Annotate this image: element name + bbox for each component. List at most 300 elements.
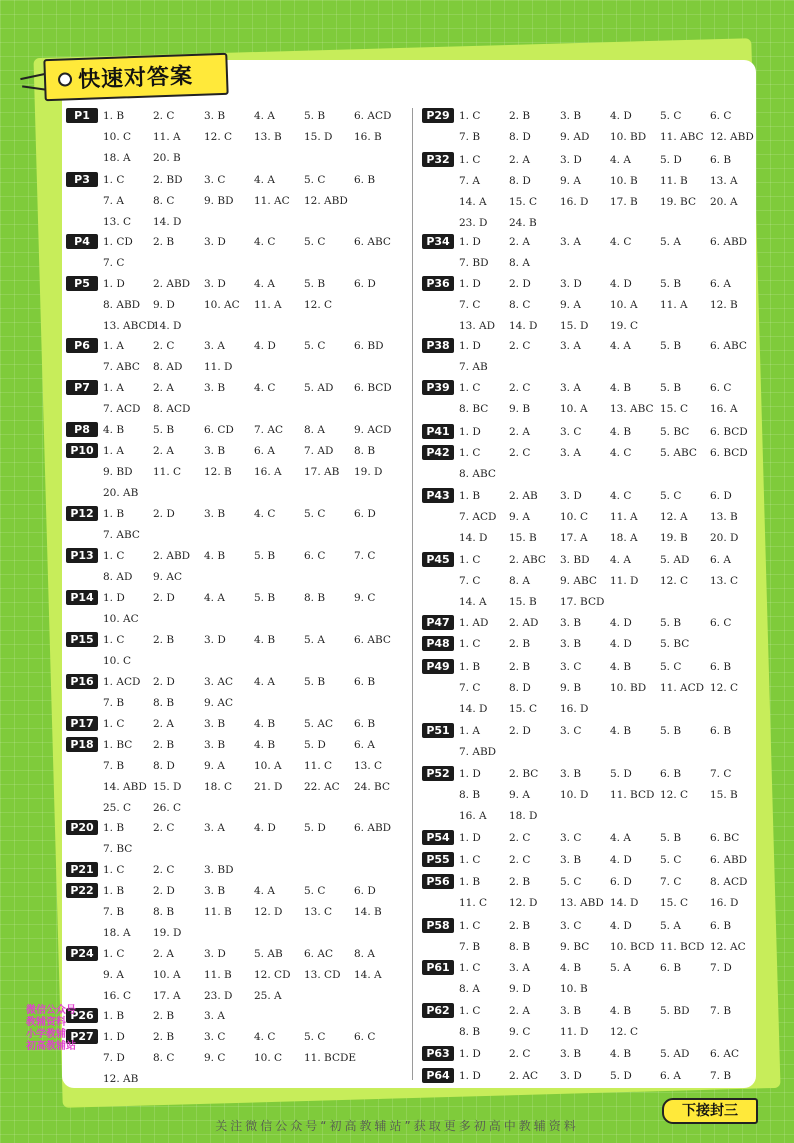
answer-item: 7. C <box>459 575 481 587</box>
answer-item: 6. CD <box>204 424 234 436</box>
answer-item: 20. A <box>710 196 738 208</box>
answer-item: 9. A <box>509 789 530 801</box>
answer-item: 1. D <box>459 426 481 438</box>
answer-item: 8. ACD <box>153 403 191 415</box>
answer-item: 3. B <box>204 382 226 394</box>
answer-item: 5. C <box>304 340 326 352</box>
answer-item: 5. D <box>304 822 326 834</box>
answer-item: 15. C <box>660 897 689 909</box>
answer-item: 11. A <box>254 299 282 311</box>
answer-item: 8. A <box>459 983 480 995</box>
answer-item: 2. B <box>509 638 531 650</box>
answer-item: 4. C <box>254 382 276 394</box>
answer-item: 16. A <box>710 403 738 415</box>
answer-item: 4. B <box>610 426 632 438</box>
answer-item: 10. C <box>103 655 132 667</box>
answer-item: 5. BC <box>660 638 690 650</box>
answer-item: 20. B <box>153 152 181 164</box>
answer-item: 15. B <box>509 532 537 544</box>
answer-item: 2. D <box>153 885 175 897</box>
answer-item: 9. D <box>153 299 175 311</box>
answer-item: 3. B <box>204 885 226 897</box>
answer-item: 11. B <box>204 969 232 981</box>
answer-item: 2. BC <box>509 768 539 780</box>
answer-item: 16. A <box>254 466 282 478</box>
answer-item: 2. C <box>153 340 175 352</box>
answer-item: 11. D <box>560 1026 589 1038</box>
answer-item: 6. ACD <box>354 110 392 122</box>
answer-item: 8. B <box>153 697 175 709</box>
answer-item: 3. B <box>560 1005 582 1017</box>
answer-item: 21. D <box>254 781 283 793</box>
answer-item: 10. A <box>560 403 588 415</box>
answer-item: 6. C <box>354 1031 376 1043</box>
answer-item: 5. ABC <box>660 447 697 459</box>
answer-item: 11. BCD <box>660 941 705 953</box>
answer-item: 2. A <box>153 382 174 394</box>
page-tag: P61 <box>422 960 454 975</box>
answer-item: 4. A <box>204 592 225 604</box>
answer-item: 2. C <box>509 447 531 459</box>
answer-item: 2. C <box>509 382 531 394</box>
answer-item: 2. ABC <box>509 554 546 566</box>
answer-item: 23. D <box>204 990 233 1002</box>
answer-item: 9. A <box>204 760 225 772</box>
answer-item: 3. C <box>204 174 226 186</box>
answer-item: 3. A <box>204 340 225 352</box>
answer-item: 5. C <box>660 490 682 502</box>
answer-item: 7. ACD <box>103 403 141 415</box>
answer-item: 4. C <box>610 236 632 248</box>
answer-item: 5. B <box>660 382 682 394</box>
answer-item: 3. A <box>204 822 225 834</box>
answer-item: 5. B <box>660 340 682 352</box>
answer-item: 7. BC <box>103 843 133 855</box>
answer-item: 8. ACD <box>710 876 748 888</box>
answer-item: 3. C <box>560 725 582 737</box>
answer-item: 2. B <box>509 110 531 122</box>
answer-item: 15. C <box>509 703 538 715</box>
answer-item: 7. C <box>354 550 376 562</box>
answer-item: 5. B <box>254 550 276 562</box>
answer-item: 2. B <box>153 1031 175 1043</box>
answer-item: 5. B <box>660 278 682 290</box>
answer-item: 14. A <box>354 969 382 981</box>
answer-item: 14. A <box>459 196 487 208</box>
answer-item: 17. B <box>610 196 638 208</box>
page-tag: P14 <box>66 590 98 605</box>
answer-item: 8. A <box>509 257 530 269</box>
answer-item: 1. C <box>459 154 481 166</box>
answer-item: 10. BCD <box>610 941 655 953</box>
answer-item: 3. D <box>560 1070 582 1082</box>
answer-item: 2. ABD <box>153 278 191 290</box>
answer-item: 6. BC <box>710 832 740 844</box>
answer-item: 3. D <box>204 634 226 646</box>
answer-item: 8. C <box>153 1052 175 1064</box>
continue-label: 下接封三 <box>662 1098 758 1124</box>
answer-item: 7. C <box>660 876 682 888</box>
answer-item: 15. B <box>710 789 738 801</box>
answer-item: 5. B <box>304 278 326 290</box>
answer-item: 2. C <box>153 822 175 834</box>
answer-item: 4. C <box>610 447 632 459</box>
answer-item: 18. A <box>103 927 131 939</box>
answer-item: 4. C <box>610 490 632 502</box>
answer-item: 2. C <box>509 832 531 844</box>
answer-item: 2. C <box>509 340 531 352</box>
answer-item: 4. A <box>610 554 631 566</box>
answer-item: 13. C <box>304 906 333 918</box>
answer-item: 12. C <box>660 575 689 587</box>
answer-item: 2. D <box>153 592 175 604</box>
answer-item: 5. C <box>560 876 582 888</box>
answer-item: 9. C <box>354 592 376 604</box>
answer-item: 5. D <box>610 768 632 780</box>
answer-item: 7. C <box>459 682 481 694</box>
answer-item: 14. D <box>153 320 182 332</box>
answer-item: 3. B <box>204 110 226 122</box>
answer-item: 2. AD <box>509 617 539 629</box>
answer-item: 13. CD <box>304 969 341 981</box>
answer-item: 11. ACD <box>660 682 705 694</box>
answer-item: 20. D <box>710 532 739 544</box>
answer-item: 2. C <box>509 854 531 866</box>
answer-item: 1. D <box>459 832 481 844</box>
answer-item: 8. D <box>153 760 175 772</box>
page-tag: P38 <box>422 338 454 353</box>
answer-item: 2. B <box>153 634 175 646</box>
answer-item: 7. BD <box>459 257 489 269</box>
answer-item: 16. D <box>560 703 589 715</box>
answer-item: 5. BD <box>660 1005 690 1017</box>
page-tag: P20 <box>66 820 98 835</box>
answer-item: 6. ABC <box>710 340 747 352</box>
page-tag: P45 <box>422 552 454 567</box>
answer-item: 2. A <box>153 948 174 960</box>
answer-item: 4. A <box>254 110 275 122</box>
answer-item: 9. A <box>560 299 581 311</box>
answer-item: 6. D <box>610 876 632 888</box>
answer-item: 10. BD <box>610 131 647 143</box>
answer-item: 8. A <box>304 424 325 436</box>
answer-item: 12. AC <box>710 941 746 953</box>
answer-item: 3. D <box>204 236 226 248</box>
answer-item: 7. D <box>103 1052 125 1064</box>
answer-item: 1. C <box>103 634 125 646</box>
answer-item: 5. B <box>304 676 326 688</box>
answer-item: 5. AD <box>660 554 690 566</box>
answer-item: 1. B <box>103 508 125 520</box>
answer-item: 3. B <box>204 718 226 730</box>
page-tag: P63 <box>422 1046 454 1061</box>
column-divider <box>412 108 413 1080</box>
answer-item: 4. B <box>254 718 276 730</box>
watermark-line: 小学教辅 <box>26 1029 66 1040</box>
answer-item: 7. B <box>103 760 125 772</box>
answer-item: 1. AD <box>459 617 489 629</box>
page-tag: P26 <box>66 1008 98 1023</box>
answer-item: 10. C <box>560 511 589 523</box>
answer-item: 2. D <box>509 725 531 737</box>
answer-item: 6. C <box>710 382 732 394</box>
answer-item: 1. D <box>459 278 481 290</box>
answer-item: 7. C <box>459 299 481 311</box>
answer-item: 18. D <box>509 810 538 822</box>
answer-item: 3. A <box>560 447 581 459</box>
page-tag: P51 <box>422 723 454 738</box>
answer-item: 6. ABC <box>354 634 391 646</box>
answer-item: 8. ABD <box>103 299 141 311</box>
answer-item: 4. A <box>254 885 275 897</box>
page-tag: P36 <box>422 276 454 291</box>
answer-item: 2. A <box>509 1005 530 1017</box>
answer-item: 2. B <box>153 236 175 248</box>
answer-item: 4. A <box>610 154 631 166</box>
page-tag: P56 <box>422 874 454 889</box>
answer-item: 11. C <box>304 760 333 772</box>
answer-item: 10. AC <box>204 299 240 311</box>
answer-item: 9. AC <box>153 571 182 583</box>
answer-item: 1. B <box>459 876 481 888</box>
page-tag: P6 <box>66 338 98 353</box>
answer-item: 6. B <box>660 768 682 780</box>
answer-item: 1. C <box>459 920 481 932</box>
answer-item: 3. B <box>204 445 226 457</box>
answer-item: 5. C <box>660 854 682 866</box>
page-tag: P22 <box>66 883 98 898</box>
answer-item: 4. B <box>204 550 226 562</box>
answer-item: 9. BD <box>103 466 133 478</box>
answer-item: 6. BCD <box>710 447 748 459</box>
answer-item: 7. D <box>710 962 732 974</box>
answer-item: 9. B <box>560 682 582 694</box>
answer-item: 12. B <box>710 299 738 311</box>
answer-item: 7. ACD <box>459 511 497 523</box>
answer-item: 1. C <box>459 854 481 866</box>
answer-item: 7. B <box>103 697 125 709</box>
answer-item: 3. B <box>204 739 226 751</box>
answer-item: 15. C <box>509 196 538 208</box>
answer-item: 11. A <box>610 511 638 523</box>
answer-item: 6. B <box>710 725 732 737</box>
answer-item: 5. A <box>304 634 325 646</box>
answer-item: 10. B <box>560 983 588 995</box>
answer-item: 19. C <box>610 320 639 332</box>
answer-item: 1. B <box>103 1010 125 1022</box>
answer-item: 9. BC <box>560 941 590 953</box>
answer-item: 8. AD <box>103 571 133 583</box>
answer-item: 4. A <box>610 340 631 352</box>
answer-item: 4. B <box>103 424 125 436</box>
answer-item: 3. B <box>560 638 582 650</box>
answer-item: 5. D <box>610 1070 632 1082</box>
answer-item: 5. B <box>304 110 326 122</box>
answer-item: 7. B <box>459 131 481 143</box>
page-tag: P48 <box>422 636 454 651</box>
answer-item: 12. D <box>254 906 283 918</box>
answer-item: 1. C <box>103 550 125 562</box>
answer-item: 16. A <box>459 810 487 822</box>
answer-item: 9. C <box>204 1052 226 1064</box>
answer-item: 8. B <box>459 1026 481 1038</box>
answer-item: 11. BCD <box>610 789 655 801</box>
answer-item: 3. BD <box>204 864 234 876</box>
answer-item: 4. B <box>254 634 276 646</box>
answer-item: 24. BC <box>354 781 390 793</box>
answer-item: 2. AC <box>509 1070 538 1082</box>
answer-item: 4. B <box>610 382 632 394</box>
answer-item: 11. BCDE <box>304 1052 357 1064</box>
answer-item: 17. AB <box>304 466 340 478</box>
answer-item: 26. C <box>153 802 182 814</box>
answer-item: 9. A <box>103 969 124 981</box>
answer-item: 9. C <box>509 1026 531 1038</box>
answer-item: 7. ABC <box>103 361 140 373</box>
answer-item: 14. D <box>509 320 538 332</box>
answer-item: 12. C <box>660 789 689 801</box>
answer-item: 8. D <box>509 131 531 143</box>
answer-item: 3. B <box>560 617 582 629</box>
answer-item: 5. A <box>660 920 681 932</box>
answer-item: 6. A <box>254 445 275 457</box>
answer-item: 4. A <box>254 676 275 688</box>
answer-item: 9. A <box>509 511 530 523</box>
answer-item: 2. C <box>153 864 175 876</box>
answer-item: 6. B <box>354 718 376 730</box>
answer-item: 12. C <box>710 682 739 694</box>
answer-item: 3. C <box>560 426 582 438</box>
answer-item: 6. B <box>710 154 732 166</box>
answer-item: 13. C <box>103 216 132 228</box>
answer-item: 14. D <box>459 703 488 715</box>
answer-item: 2. A <box>153 718 174 730</box>
answer-item: 3. D <box>560 490 582 502</box>
answer-item: 14. D <box>153 216 182 228</box>
answer-item: 5. D <box>660 154 682 166</box>
answer-item: 1. B <box>103 885 125 897</box>
answer-item: 13. AD <box>459 320 496 332</box>
answer-item: 5. D <box>304 739 326 751</box>
answer-item: 2. C <box>153 110 175 122</box>
answer-item: 1. C <box>459 382 481 394</box>
answer-item: 10. D <box>560 789 589 801</box>
page-tag: P3 <box>66 172 98 187</box>
answer-item: 4. A <box>254 278 275 290</box>
answer-item: 1. D <box>459 340 481 352</box>
answer-item: 6. B <box>710 661 732 673</box>
answer-item: 4. D <box>610 920 632 932</box>
answer-item: 1. C <box>103 174 125 186</box>
answer-item: 3. A <box>204 1010 225 1022</box>
answer-item: 5. C <box>304 1031 326 1043</box>
answer-item: 13. ABC <box>610 403 654 415</box>
answer-item: 5. B <box>660 832 682 844</box>
answer-item: 3. B <box>204 508 226 520</box>
answer-item: 1. D <box>459 1070 481 1082</box>
tag-hole-icon <box>58 72 72 86</box>
answer-item: 3. A <box>560 340 581 352</box>
answer-item: 1. B <box>459 661 481 673</box>
answer-item: 1. D <box>459 1048 481 1060</box>
answer-item: 1. B <box>459 490 481 502</box>
page-tag: P16 <box>66 674 98 689</box>
answer-item: 12. CD <box>254 969 291 981</box>
answer-item: 7. A <box>459 175 480 187</box>
answer-item: 4. A <box>254 174 275 186</box>
answer-item: 14. D <box>459 532 488 544</box>
answer-item: 10. BD <box>610 682 647 694</box>
answer-item: 1. C <box>103 864 125 876</box>
answer-item: 2. A <box>509 154 530 166</box>
page-tag: P18 <box>66 737 98 752</box>
page-tag: P8 <box>66 422 98 437</box>
answer-item: 4. B <box>610 725 632 737</box>
answer-item: 5. BC <box>660 426 690 438</box>
answer-item: 19. BC <box>660 196 696 208</box>
page-tag: P43 <box>422 488 454 503</box>
answer-item: 13. B <box>254 131 282 143</box>
answer-item: 13. B <box>710 511 738 523</box>
answer-item: 1. C <box>459 962 481 974</box>
answer-item: 6. A <box>660 1070 681 1082</box>
answer-item: 6. A <box>710 278 731 290</box>
answer-item: 14. ABD <box>103 781 147 793</box>
answer-item: 4. C <box>254 236 276 248</box>
answer-item: 8. B <box>304 592 326 604</box>
answer-item: 8. C <box>509 299 531 311</box>
answer-item: 19. D <box>354 466 383 478</box>
answer-item: 2. B <box>509 876 531 888</box>
answer-item: 1. A <box>103 445 124 457</box>
answer-item: 1. B <box>103 822 125 834</box>
page-tag: P13 <box>66 548 98 563</box>
answer-item: 16. B <box>354 131 382 143</box>
answer-item: 1. D <box>103 278 125 290</box>
answer-item: 16. D <box>710 897 739 909</box>
answer-item: 23. D <box>459 217 488 229</box>
answer-item: 12. C <box>204 131 233 143</box>
watermark-line: 初高教辅站 <box>26 1041 76 1052</box>
answer-item: 11. AC <box>254 195 290 207</box>
answer-item: 24. B <box>509 217 537 229</box>
page-tag: P4 <box>66 234 98 249</box>
answer-item: 5. C <box>304 174 326 186</box>
page-tag: P7 <box>66 380 98 395</box>
answer-item: 3. B <box>560 768 582 780</box>
answer-item: 15. D <box>560 320 589 332</box>
answer-item: 5. AB <box>254 948 283 960</box>
answer-item: 4. C <box>254 1031 276 1043</box>
page-tag: P47 <box>422 615 454 630</box>
answer-item: 2. A <box>509 426 530 438</box>
answer-item: 8. ABC <box>459 468 496 480</box>
answer-item: 12. C <box>610 1026 639 1038</box>
answer-item: 6. D <box>710 490 732 502</box>
page-title: 快速对答案 <box>77 64 194 94</box>
page-tag: P42 <box>422 445 454 460</box>
answer-item: 3. A <box>509 962 530 974</box>
answer-item: 6. BD <box>354 340 384 352</box>
answer-item: 6. AC <box>710 1048 739 1060</box>
answer-item: 22. AC <box>304 781 340 793</box>
answer-item: 11. B <box>204 906 232 918</box>
answer-item: 1. D <box>459 236 481 248</box>
answer-item: 11. C <box>153 466 182 478</box>
answer-item: 3. D <box>204 948 226 960</box>
page-tag: P58 <box>422 918 454 933</box>
answer-item: 1. D <box>103 1031 125 1043</box>
